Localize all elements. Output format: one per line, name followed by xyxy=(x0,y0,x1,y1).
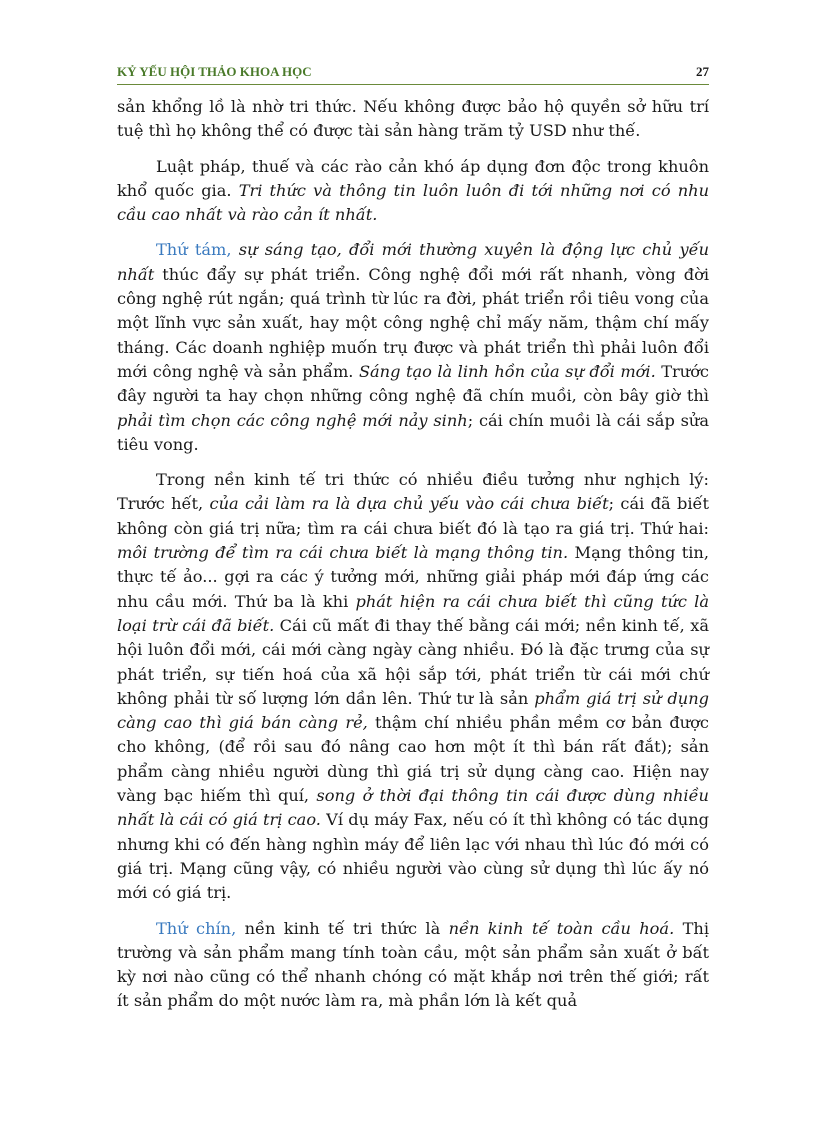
body-text xyxy=(117,95,709,1025)
running-header xyxy=(117,62,709,85)
paragraph-2: Luật pháp, thuế và các rào cản khó áp dụng đơn độc trong khuôn khổ quốc gia. Tri thức và thông tin luôn luôn đi tới những nơi có nhu cầu cao nhất và rào cản ít nhất. xyxy=(117,156,710,225)
paragraph-3-thu-tam: Thứ tám, sự sáng tạo, đổi mới thường xuyên là động lực chủ yếu nhất thúc đẩy sự phát triển. Công nghệ đổi mới rất nhanh, vòng đời công nghệ rút ngắn; quá trình từ lúc ra đời, phát triển rồi tiêu vong của một lĩnh vực sản xuất, hay một công nghệ chỉ mấy năm, thậm chí mấy tháng. Các doanh nghiệp muốn trụ được và phát triển thì phải luôn đổi mới công nghệ và sản phẩm. Sáng tạo là linh hồn của sự đổi mới. Trước đây người ta hay chọn những công nghệ đã chín muồi, còn bây giờ thì phải tìm chọn các công nghệ mới nảy sinh; cái chín muồi là cái sắp sửa tiêu vong. xyxy=(117,240,710,454)
paragraph-1: sản khổng lồ là nhờ tri thức. Nếu không được bảo hộ quyền sở hữu trí tuệ thì họ không thể có được tài sản hàng trăm tỷ USD như thế. xyxy=(117,97,709,141)
paragraph-5-thu-chin: Thứ chín, nền kinh tế tri thức là nền kinh tế toàn cầu hoá. Thị trường và sản phẩm mang tính toàn cầu, một sản phẩm sản xuất ở bất kỳ nơi nào cũng có thể nhanh chóng có mặt khắp nơi trên thế giới; rất ít sản phẩm do một nước làm ra, mà phần lớn là kết quả xyxy=(117,918,709,1011)
page-number: 27 xyxy=(696,64,709,79)
header-title: KỶ YẾU HỘI THẢO KHOA HỌC xyxy=(117,64,312,79)
section-marker-thu-chin: Thứ chín, xyxy=(156,918,237,938)
paragraph-4: Trong nền kinh tế tri thức có nhiều điều tưởng như nghịch lý: Trước hết, của cải làm ra là dựa chủ yếu vào cái chưa biết; cái đã biết không còn giá trị nữa; tìm ra cái chưa biết đó là tạo ra giá trị. Thứ hai: môi trường để tìm ra cái chưa biết là mạng thông tin. Mạng thông tin, thực tế ảo... gợi ra các ý tưởng mới, những giải pháp mới đáp ứng các nhu cầu mới. Thứ ba là khi phát hiện ra cái chưa biết thì cũng tức là loại trừ cái đã biết. Cái cũ mất đi thay thế bằng cái mới; nền kinh tế, xã hội luôn đổi mới, cái mới càng ngày càng nhiều. Đó là đặc trưng của sự phát triển, sự tiến hoá của xã hội sắp tới, phát triển từ cái mới chứ không phải từ số lượng lớn dần lên. Thứ tư là sản phẩm giá trị sử dụng càng cao thì giá bán càng rẻ, thậm chí nhiều phần mềm cơ bản được cho không, (để rồi sau đó nâng cao hơn một ít thì bán rất đắt); sản phẩm càng nhiều người dùng thì giá trị sử dụng càng cao. Hiện nay vàng bạc hiếm thì quí, song ở thời đại thông tin cái được dùng nhiều nhất là cái có giá trị cao. Ví dụ máy Fax, nếu có ít thì không có tác dụng nhưng khi có đến hàng nghìn máy để liên lạc với nhau thì lúc đó mới có giá trị. Mạng cũng vậy, có nhiều người vào cùng sử dụng thì lúc ấy nó mới có giá trị. xyxy=(117,470,710,903)
section-marker-thu-tam: Thứ tám, xyxy=(156,240,232,260)
